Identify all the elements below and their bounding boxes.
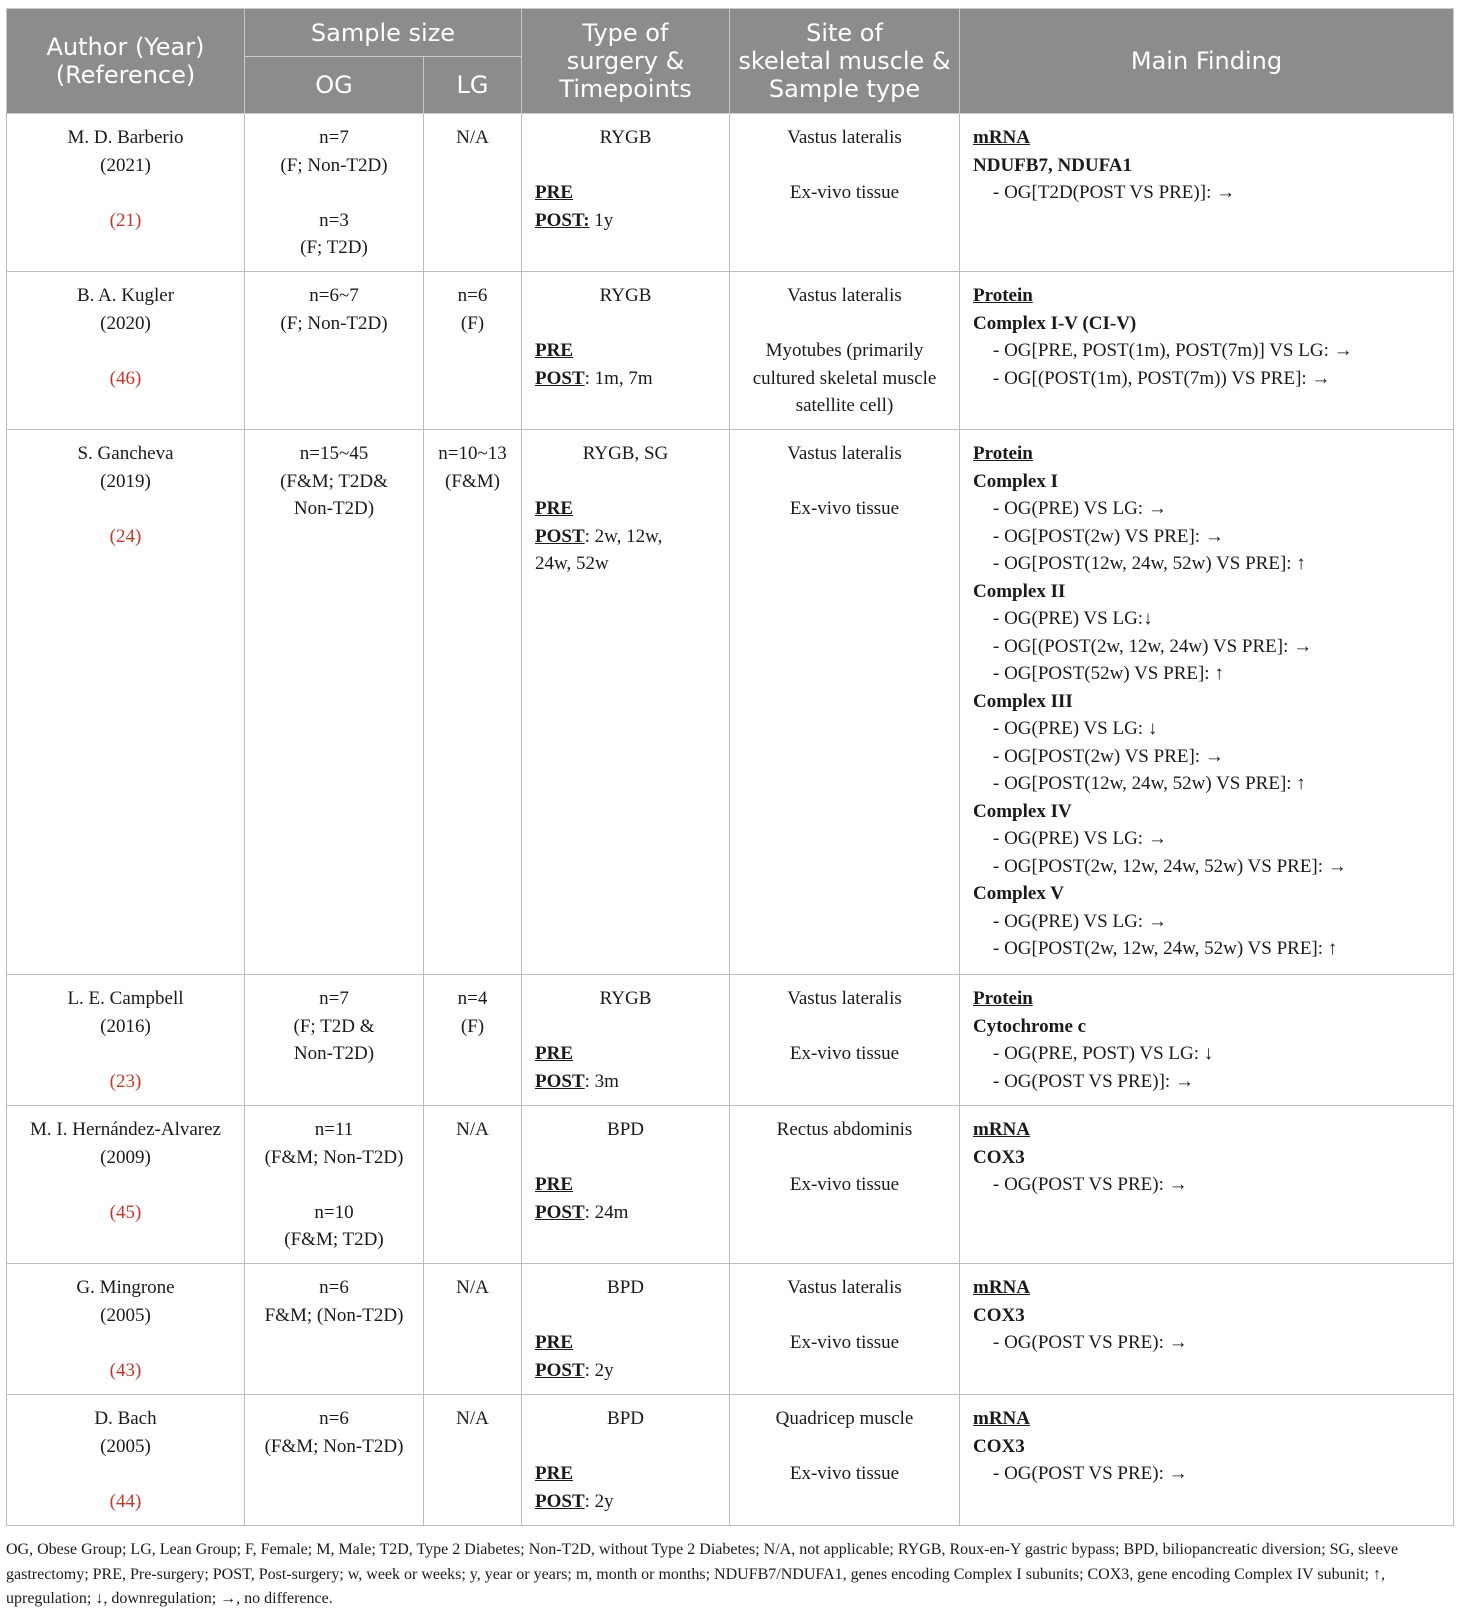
surgery-type: RYGB, SG: [582, 443, 669, 464]
finding-category: Protein: [973, 988, 1033, 1009]
publication-year: (2019): [100, 470, 151, 492]
lg-sample-cell: [424, 1395, 522, 1526]
finding-cell: [960, 272, 1454, 430]
author-cell: [7, 114, 245, 272]
finding-category-line: [973, 440, 1449, 468]
lg-sample-line: N/A: [456, 127, 489, 148]
lg-sample-line: N/A: [456, 1277, 489, 1298]
site-cell: [730, 975, 960, 1106]
finding-target: Complex III: [973, 690, 1073, 712]
surgery-cell: [522, 1264, 730, 1395]
finding-target: COX3: [973, 1146, 1025, 1168]
og-sample-line: Non-T2D): [293, 498, 375, 519]
finding-category: mRNA: [973, 1408, 1030, 1429]
site-cell: [730, 272, 960, 430]
site-line: Quadricep muscle: [775, 1408, 914, 1429]
surgery-type: BPD: [607, 1408, 644, 1429]
surgery-cell: [522, 430, 730, 975]
pre-label: PRE: [535, 1463, 573, 1484]
finding-cell: [960, 1264, 1454, 1395]
lg-sample-line: (F): [460, 312, 485, 334]
surgery-cell: [522, 975, 730, 1106]
og-sample-line: F&M; (Non-T2D): [264, 1304, 404, 1326]
site-line: [734, 1144, 955, 1172]
og-sample-cell: [245, 975, 424, 1106]
finding-target: Complex I-V (CI-V): [973, 312, 1137, 334]
table-header: [7, 9, 1454, 114]
finding-category-line: [973, 1405, 1449, 1433]
surgery-type: RYGB: [599, 988, 652, 1009]
site-line: Ex-vivo tissue: [789, 1332, 900, 1353]
finding-comparison: - OG[T2D(POST VS PRE)]: →: [993, 182, 1236, 203]
finding-category-line: [973, 1274, 1449, 1302]
finding-comparison: - OG(PRE) VS LG:↓: [993, 608, 1153, 629]
pre-label: PRE: [535, 498, 573, 519]
author-name: M. I. Hernández-Alvarez: [30, 1119, 221, 1140]
publication-year: (2020): [100, 312, 151, 334]
surgery-type: BPD: [607, 1119, 644, 1140]
header-muscle-site: Site of skeletal muscle & Sample type: [730, 9, 960, 114]
site-line: [734, 1433, 955, 1461]
reference-link[interactable]: (43): [109, 1359, 142, 1381]
pre-label: PRE: [535, 182, 573, 203]
author-cell: [7, 1106, 245, 1264]
site-cell: [730, 430, 960, 975]
og-sample-line: n=11: [314, 1119, 354, 1140]
post-timepoints: : 2w, 12w,: [584, 525, 663, 547]
finding-category-line: [973, 124, 1449, 152]
og-sample-cell: [245, 430, 424, 975]
reference-link[interactable]: (21): [109, 209, 142, 231]
finding-comparison: - OG[POST(2w) VS PRE]: →: [993, 745, 1224, 767]
author-cell: [7, 272, 245, 430]
post-timepoints-extra: 24w, 52w: [535, 553, 609, 574]
finding-target: COX3: [973, 1435, 1025, 1457]
og-sample-cell: [245, 114, 424, 272]
og-sample-line: n=10: [314, 1201, 354, 1223]
post-label: POST:: [535, 209, 590, 231]
site-line: cultured skeletal muscle: [752, 367, 937, 389]
site-line: Ex-vivo tissue: [789, 1043, 900, 1064]
table-footnote: OG, Obese Group; LG, Lean Group; F, Female; M, Male; T2D, Type 2 Diabetes; Non-T2D, without Type 2 Diabetes; N/A, not applicable; RYGB, Roux-en-Y gastric bypass; BPD, biliopancreatic diversion; SG, sleeve gastrectomy; PRE, Pre-surgery; POST, Post-surgery; w, week or weeks; y, year or years; m, month or months; NDUFB7/NDUFA1, genes encoding Complex I subunits; COX3, gene encoding Complex IV subunit; ↑, upregulation; ↓, downregulation; →, no difference.: [6, 1541, 1399, 1607]
site-line: Ex-vivo tissue: [789, 498, 900, 519]
site-line: satellite cell): [795, 395, 894, 416]
header-author: Author (Year) (Reference): [7, 9, 245, 114]
finding-category-line: [973, 282, 1449, 310]
finding-comparison: - OG(PRE) VS LG: →: [993, 498, 1167, 519]
og-sample-line: n=3: [319, 209, 349, 231]
finding-comparison: - OG[PRE, POST(1m), POST(7m)] VS LG: →: [993, 340, 1353, 361]
post-label: POST: [535, 525, 585, 547]
surgery-type: RYGB: [599, 127, 652, 148]
site-line: Vastus lateralis: [787, 127, 902, 148]
post-label: POST: [535, 367, 585, 389]
author-cell: [7, 1264, 245, 1395]
finding-comparison: - OG[POST(2w, 12w, 24w, 52w) VS PRE]: ↑: [993, 938, 1338, 959]
lg-sample-line: (F): [460, 1015, 485, 1037]
site-line: [734, 152, 955, 180]
site-line: Ex-vivo tissue: [789, 1174, 900, 1195]
reference-link[interactable]: (24): [109, 525, 142, 547]
finding-comparison: - OG[(POST(2w, 12w, 24w) VS PRE]: →: [993, 635, 1313, 657]
og-sample-line: n=6: [319, 1277, 349, 1298]
post-timepoints: : 2y: [584, 1359, 614, 1381]
author-name: B. A. Kugler: [76, 285, 175, 306]
table-row: [7, 272, 1454, 430]
table-row: [7, 1264, 1454, 1395]
lg-sample-cell: [424, 430, 522, 975]
og-sample-cell: [245, 272, 424, 430]
author-cell: [7, 1395, 245, 1526]
post-label: POST: [535, 1490, 585, 1512]
finding-target: Complex V: [973, 883, 1064, 904]
finding-target: Complex IV: [973, 800, 1072, 822]
finding-comparison: - OG(PRE) VS LG: →: [993, 828, 1167, 849]
study-table: [6, 8, 1454, 1526]
lg-sample-line: N/A: [456, 1119, 489, 1140]
surgery-cell: [522, 272, 730, 430]
lg-sample-cell: [424, 272, 522, 430]
site-cell: [730, 1106, 960, 1264]
finding-target: Cytochrome c: [973, 1015, 1087, 1037]
finding-category-line: [973, 985, 1449, 1013]
lg-sample-line: n=10~13: [438, 443, 507, 464]
publication-year: (2005): [100, 1304, 151, 1326]
surgery-type: RYGB: [599, 285, 652, 306]
og-sample-line: n=7: [319, 127, 349, 148]
surgery-cell: [522, 1106, 730, 1264]
publication-year: (2005): [100, 1435, 151, 1457]
publication-year: (2009): [100, 1146, 151, 1168]
site-line: [734, 1302, 955, 1330]
author-cell: [7, 430, 245, 975]
header-lg: LG: [424, 57, 522, 114]
finding-comparison: - OG[POST(2w, 12w, 24w, 52w) VS PRE]: →: [993, 855, 1347, 877]
post-timepoints: : 1m, 7m: [584, 367, 653, 389]
author-name: S. Gancheva: [77, 443, 174, 464]
finding-comparison: - OG(POST VS PRE): →: [993, 1332, 1188, 1353]
finding-category: mRNA: [973, 1277, 1030, 1298]
publication-year: (2021): [100, 154, 151, 176]
finding-comparison: - OG[POST(12w, 24w, 52w) VS PRE]: ↑: [993, 553, 1306, 574]
finding-cell: [960, 975, 1454, 1106]
og-sample-cell: [245, 1264, 424, 1395]
finding-comparison: - OG[(POST(1m), POST(7m)) VS PRE]: →: [993, 367, 1331, 389]
site-line: Vastus lateralis: [787, 443, 902, 464]
pre-label: PRE: [535, 340, 573, 361]
finding-comparison: - OG[POST(12w, 24w, 52w) VS PRE]: ↑: [993, 773, 1306, 794]
header-og: OG: [245, 57, 424, 114]
author-name: D. Bach: [94, 1408, 157, 1429]
reference-link[interactable]: (45): [109, 1201, 142, 1223]
reference-link[interactable]: (46): [109, 367, 142, 389]
finding-category: Protein: [973, 443, 1033, 464]
finding-target: Complex II: [973, 580, 1066, 602]
og-sample-cell: [245, 1106, 424, 1264]
lg-sample-cell: [424, 114, 522, 272]
og-sample-line: (F&M; Non-T2D): [264, 1435, 404, 1457]
site-line: [734, 468, 955, 496]
finding-comparison: - OG(PRE, POST) VS LG: ↓: [993, 1043, 1214, 1064]
og-sample-line: n=7: [319, 988, 349, 1009]
finding-category: mRNA: [973, 1119, 1030, 1140]
og-sample-line: (F; T2D): [300, 237, 368, 258]
og-sample-line: [249, 179, 419, 207]
table-row: [7, 430, 1454, 975]
lg-sample-line: n=6: [457, 285, 488, 306]
site-cell: [730, 1264, 960, 1395]
header-main-finding: Main Finding: [960, 9, 1454, 114]
author-name: G. Mingrone: [76, 1277, 175, 1298]
table-body: [7, 114, 1454, 1526]
site-line: Vastus lateralis: [787, 988, 902, 1009]
finding-cell: [960, 114, 1454, 272]
surgery-cell: [522, 1395, 730, 1526]
header-surgery-type: Type of surgery & Timepoints: [522, 9, 730, 114]
pre-label: PRE: [535, 1174, 573, 1195]
lg-sample-line: n=4: [457, 988, 488, 1009]
lg-sample-cell: [424, 1106, 522, 1264]
og-sample-line: n=6: [319, 1408, 349, 1429]
finding-comparison: - OG(POST VS PRE): →: [993, 1174, 1188, 1195]
post-label: POST: [535, 1359, 585, 1381]
lg-sample-line: N/A: [456, 1408, 489, 1429]
lg-sample-cell: [424, 1264, 522, 1395]
finding-comparison: - OG(POST VS PRE)]: →: [993, 1070, 1194, 1092]
finding-cell: [960, 430, 1454, 975]
site-line: Ex-vivo tissue: [789, 1463, 900, 1484]
og-sample-cell: [245, 1395, 424, 1526]
pre-label: PRE: [535, 1332, 573, 1353]
pre-label: PRE: [535, 1043, 573, 1064]
finding-comparison: - OG[POST(52w) VS PRE]: ↑: [993, 663, 1224, 684]
site-cell: [730, 1395, 960, 1526]
reference-link[interactable]: (44): [109, 1490, 142, 1512]
reference-link[interactable]: (23): [109, 1070, 142, 1092]
finding-cell: [960, 1395, 1454, 1526]
og-sample-line: n=6~7: [309, 285, 359, 306]
author-name: L. E. Campbell: [67, 988, 184, 1009]
finding-comparison: - OG(PRE) VS LG: →: [993, 910, 1167, 932]
finding-target: NDUFB7, NDUFA1: [973, 154, 1133, 176]
site-line: [734, 310, 955, 338]
finding-target: COX3: [973, 1304, 1025, 1326]
site-line: Vastus lateralis: [787, 1277, 902, 1298]
publication-year: (2016): [100, 1015, 151, 1037]
site-line: Myotubes (primarily: [765, 340, 924, 361]
post-label: POST: [535, 1201, 585, 1223]
table-container: [6, 8, 1453, 1526]
lg-sample-line: (F&M): [445, 470, 500, 492]
finding-comparison: - OG[POST(2w) VS PRE]: →: [993, 525, 1224, 547]
og-sample-line: n=15~45: [299, 443, 369, 464]
site-line: [734, 1013, 955, 1041]
site-cell: [730, 114, 960, 272]
og-sample-line: (F&M; T2D): [284, 1229, 384, 1250]
finding-category-line: [973, 1116, 1449, 1144]
site-line: Vastus lateralis: [787, 285, 902, 306]
finding-category: mRNA: [973, 127, 1030, 148]
post-label: POST: [535, 1070, 585, 1092]
finding-cell: [960, 1106, 1454, 1264]
og-sample-line: (F&M; T2D&: [280, 470, 388, 492]
finding-category: Protein: [973, 285, 1033, 306]
surgery-cell: [522, 114, 730, 272]
post-timepoints: : 3m: [584, 1070, 619, 1092]
og-sample-line: (F; T2D &: [293, 1015, 375, 1037]
site-line: Rectus abdominis: [776, 1119, 913, 1140]
table-row: [7, 1395, 1454, 1526]
post-timepoints: : 2y: [584, 1490, 614, 1512]
og-sample-line: [249, 1171, 419, 1199]
lg-sample-cell: [424, 975, 522, 1106]
og-sample-line: (F; Non-T2D): [280, 154, 388, 176]
author-cell: [7, 975, 245, 1106]
post-timepoints: 1y: [589, 209, 614, 231]
surgery-type: BPD: [607, 1277, 644, 1298]
finding-comparison: - OG(POST VS PRE): →: [993, 1463, 1188, 1484]
author-name: M. D. Barberio: [67, 127, 184, 148]
header-sample-size: Sample size: [245, 9, 522, 57]
table-row: [7, 975, 1454, 1106]
table-row: [7, 1106, 1454, 1264]
finding-comparison: - OG(PRE) VS LG: ↓: [993, 718, 1158, 739]
og-sample-line: (F; Non-T2D): [280, 312, 388, 334]
table-row: [7, 114, 1454, 272]
site-line: Ex-vivo tissue: [789, 182, 900, 203]
og-sample-line: (F&M; Non-T2D): [264, 1146, 404, 1168]
post-timepoints: : 24m: [584, 1201, 629, 1223]
og-sample-line: Non-T2D): [293, 1043, 375, 1064]
finding-target: Complex I: [973, 470, 1058, 492]
